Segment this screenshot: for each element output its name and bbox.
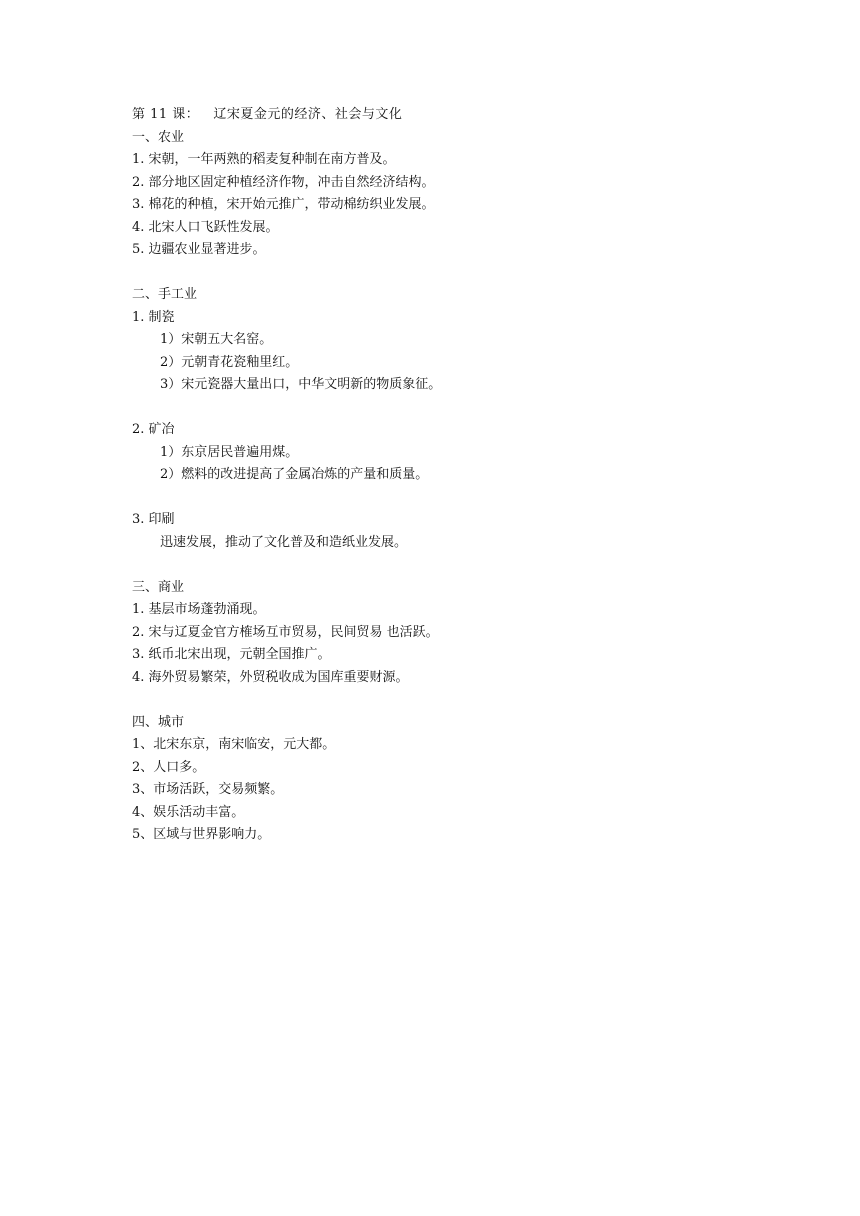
lesson-number: 第 11 课： xyxy=(132,107,200,122)
list-item: 2. 宋与辽夏金官方榷场互市贸易，民间贸易 也活跃。 xyxy=(132,624,439,640)
list-item: 1、北宋东京，南宋临安，元大都。 xyxy=(132,737,336,752)
list-item: 2、人口多。 xyxy=(132,759,206,775)
list-item: 4、娱乐活动丰富。 xyxy=(132,804,245,820)
list-item: 4. 海外贸易繁荣，外贸税收成为国库重要财源。 xyxy=(132,669,409,685)
document-page xyxy=(132,104,732,847)
section-heading-agriculture: 一、农业 xyxy=(132,129,185,145)
subsection-mining: 2. 矿冶 xyxy=(132,422,175,437)
spacer xyxy=(132,262,732,285)
lesson-title xyxy=(132,104,732,127)
spacer xyxy=(132,487,732,510)
list-item: 1. 宋朝，一年两熟的稻麦复种制在南方普及。 xyxy=(132,152,396,167)
list-item: 4. 北宋人口飞跃性发展。 xyxy=(132,219,279,235)
list-item: 1）宋朝五大名窑。 xyxy=(160,332,273,347)
section-heading-handicraft: 二、手工业 xyxy=(132,287,198,302)
list-item: 3. 纸币北宋出现，元朝全国推广。 xyxy=(132,647,331,662)
lesson-title-text: 辽宋夏金元的经济、社会与文化 xyxy=(213,107,403,122)
list-item: 5. 边疆农业显著进步。 xyxy=(132,242,266,257)
list-item: 2）燃料的改进提高了金属冶炼的产量和质量。 xyxy=(160,467,429,482)
list-item: 1. 基层市场蓬勃涌现。 xyxy=(132,602,266,617)
printing-text: 迅速发展，推动了文化普及和造纸业发展。 xyxy=(160,534,408,550)
list-item: 3）宋元瓷器大量出口，中华文明新的物质象征。 xyxy=(160,377,442,392)
subsection-porcelain: 1. 制瓷 xyxy=(132,309,175,325)
list-item: 1）东京居民普遍用煤。 xyxy=(160,444,299,460)
list-item: 3、市场活跃，交易频繁。 xyxy=(132,782,284,797)
section-heading-commerce: 三、商业 xyxy=(132,579,185,595)
list-item: 5、区域与世界影响力。 xyxy=(132,827,271,842)
section-heading-city: 四、城市 xyxy=(132,714,185,730)
spacer xyxy=(132,397,732,420)
subsection-printing: 3. 印刷 xyxy=(132,512,175,527)
spacer xyxy=(132,689,732,712)
list-item: 2）元朝青花瓷釉里红。 xyxy=(160,354,299,370)
list-item: 2. 部分地区固定种植经济作物，冲击自然经济结构。 xyxy=(132,174,435,190)
list-item: 3. 棉花的种植，宋开始元推广，带动棉纺织业发展。 xyxy=(132,197,435,212)
spacer xyxy=(132,554,732,577)
